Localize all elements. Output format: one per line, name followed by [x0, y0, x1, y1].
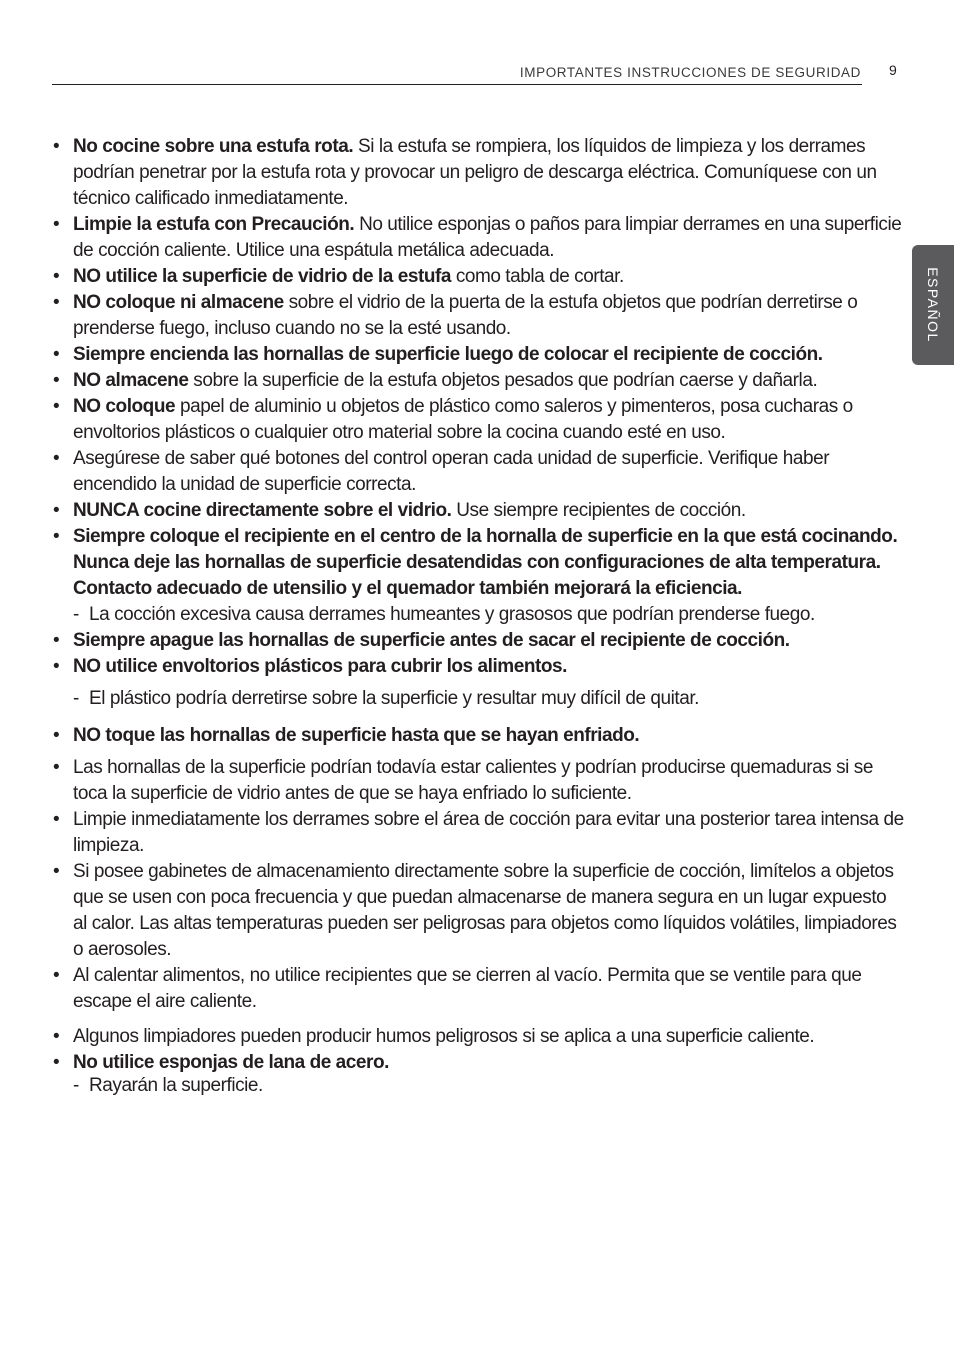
bullet-icon: • — [53, 965, 60, 986]
page-number: 9 — [889, 62, 897, 78]
list-item — [52, 134, 904, 212]
list-item — [52, 394, 904, 446]
item-bold-text: No utilice esponjas de lana de acero. — [73, 1052, 389, 1073]
list-item — [52, 498, 904, 524]
item-text: como tabla de cortar. — [450, 266, 624, 287]
item-text: Al calentar alimentos, no utilice recipientes que se cierren al vacío. Permita que se ventile para que escape el aire caliente. — [73, 965, 862, 1012]
item-text: Limpie inmediatamente los derrames sobre el área de cocción para evitar una posterior tarea intensa de limpieza. — [73, 809, 904, 856]
dash-icon: - — [73, 1075, 79, 1096]
list-item — [52, 723, 904, 749]
item-text: No utilice esponjas o paños para limpiar derrames en una superficie de cocción caliente. Utilice una espátula metálica adecuada. — [73, 214, 902, 261]
bullet-icon: • — [53, 1052, 60, 1073]
list-item — [52, 342, 904, 368]
bullet-icon: • — [53, 861, 60, 882]
list-item — [52, 1050, 904, 1076]
item-bold-text: NUNCA cocine directamente sobre el vidrio. — [73, 500, 452, 521]
bullet-icon: • — [53, 370, 60, 391]
sub-item — [52, 602, 904, 628]
language-tab — [912, 245, 954, 365]
list-item — [52, 368, 904, 394]
item-bold-text: NO almacene — [73, 370, 189, 391]
list-item — [52, 1024, 904, 1050]
dash-icon: - — [73, 688, 79, 709]
list-item — [52, 859, 904, 963]
bullet-icon: • — [53, 136, 60, 157]
item-text: Si posee gabinetes de almacenamiento directamente sobre la superficie de cocción, limítelos a objetos que se usen con poca frecuencia y que puedan almacenarse de manera segura en un lugar expuesto al calor. Las altas temperaturas pueden ser peligrosas para objetos como líquidos volátiles, limpiadores o aerosoles. — [73, 861, 897, 960]
item-bold-text: Siempre encienda las hornallas de superficie luego de colocar el recipiente de cocción. — [73, 344, 823, 365]
bullet-icon: • — [53, 656, 60, 677]
bullet-icon: • — [53, 630, 60, 651]
item-bold-text: No cocine sobre una estufa rota. — [73, 136, 354, 157]
item-text: sobre la superficie de la estufa objetos pesados que podrían caerse y dañarla. — [188, 370, 818, 391]
item-text: sobre el vidrio de la puerta de la estufa objetos que podrían derretirse o prenderse fuego, incluso cuando no se la esté usando. — [73, 292, 858, 339]
item-text: Algunos limpiadores pueden producir humos peligrosos si se aplica a una superficie caliente. — [73, 1026, 815, 1047]
bullet-icon: • — [53, 448, 60, 469]
item-bold-text: NO utilice envoltorios plásticos para cubrir los alimentos. — [73, 656, 567, 677]
list-item — [52, 264, 904, 290]
bullet-icon: • — [53, 526, 60, 547]
bullet-icon: • — [53, 214, 60, 235]
page-header — [52, 58, 862, 85]
sub-item — [52, 1076, 904, 1096]
list-item — [52, 524, 904, 602]
bullet-icon: • — [53, 725, 60, 746]
item-bold-text: NO utilice la superficie de vidrio de la estufa — [73, 266, 451, 287]
sub-item-text: Rayarán la superficie. — [89, 1075, 263, 1096]
bullet-icon: • — [53, 266, 60, 287]
list-item — [52, 628, 904, 654]
item-bold-text: NO coloque ni almacene — [73, 292, 284, 313]
list-item — [52, 212, 904, 264]
safety-instructions-list — [52, 134, 904, 1096]
list-item — [52, 963, 904, 1015]
list-item — [52, 654, 904, 680]
sub-item-text: La cocción excesiva causa derrames humeantes y grasosos que podrían prenderse fuego. — [89, 604, 815, 625]
item-bold-text: Limpie la estufa con Precaución. — [73, 214, 355, 235]
bullet-icon: • — [53, 1026, 60, 1047]
bullet-icon: • — [53, 757, 60, 778]
list-item — [52, 290, 904, 342]
item-text: Las hornallas de la superficie podrían todavía estar calientes y podrían producirse quemaduras si se toca la superficie de vidrio antes de que se haya enfriado lo suficiente. — [73, 757, 873, 804]
item-text: papel de aluminio u objetos de plástico como saleros y pimenteros, posa cucharas o envoltorios plásticos o cualquier otro material sobre la cocina cuando esté en uso. — [73, 396, 853, 443]
header-title: IMPORTANTES INSTRUCCIONES DE SEGURIDAD — [519, 65, 861, 80]
bullet-icon: • — [53, 344, 60, 365]
bullet-icon: • — [53, 500, 60, 521]
item-bold-text: Siempre coloque el recipiente en el centro de la hornalla de superficie en la que está cocinando. Nunca deje las hornallas de superficie desatendidas con configuraciones de alta temperatura. Contacto adecuado de utensilio y el quemador también mejorará la eficiencia. — [73, 526, 898, 599]
bullet-icon: • — [53, 292, 60, 313]
language-tab-label: ESPAÑOL — [925, 267, 941, 343]
list-item — [52, 446, 904, 498]
sub-item-text: El plástico podría derretirse sobre la superficie y resultar muy difícil de quitar. — [89, 688, 699, 709]
item-text: Asegúrese de saber qué botones del control operan cada unidad de superficie. Verifique haber encendido la unidad de superficie correcta. — [73, 448, 830, 495]
dash-icon: - — [73, 604, 79, 625]
item-bold-text: Siempre apague las hornallas de superficie antes de sacar el recipiente de cocción. — [73, 630, 790, 651]
item-bold-text: NO toque las hornallas de superficie hasta que se hayan enfriado. — [73, 725, 640, 746]
item-text: Use siempre recipientes de cocción. — [451, 500, 746, 521]
item-text: Si la estufa se rompiera, los líquidos de limpieza y los derrames podrían penetrar por la estufa rota y provocar un peligro de descarga eléctrica. Comuníquese con un técnico calificado inmediatamente. — [73, 136, 877, 209]
item-bold-text: NO coloque — [73, 396, 176, 417]
sub-item — [52, 686, 904, 712]
list-item — [52, 755, 904, 807]
bullet-icon: • — [53, 809, 60, 830]
bullet-icon: • — [53, 396, 60, 417]
list-item — [52, 807, 904, 859]
